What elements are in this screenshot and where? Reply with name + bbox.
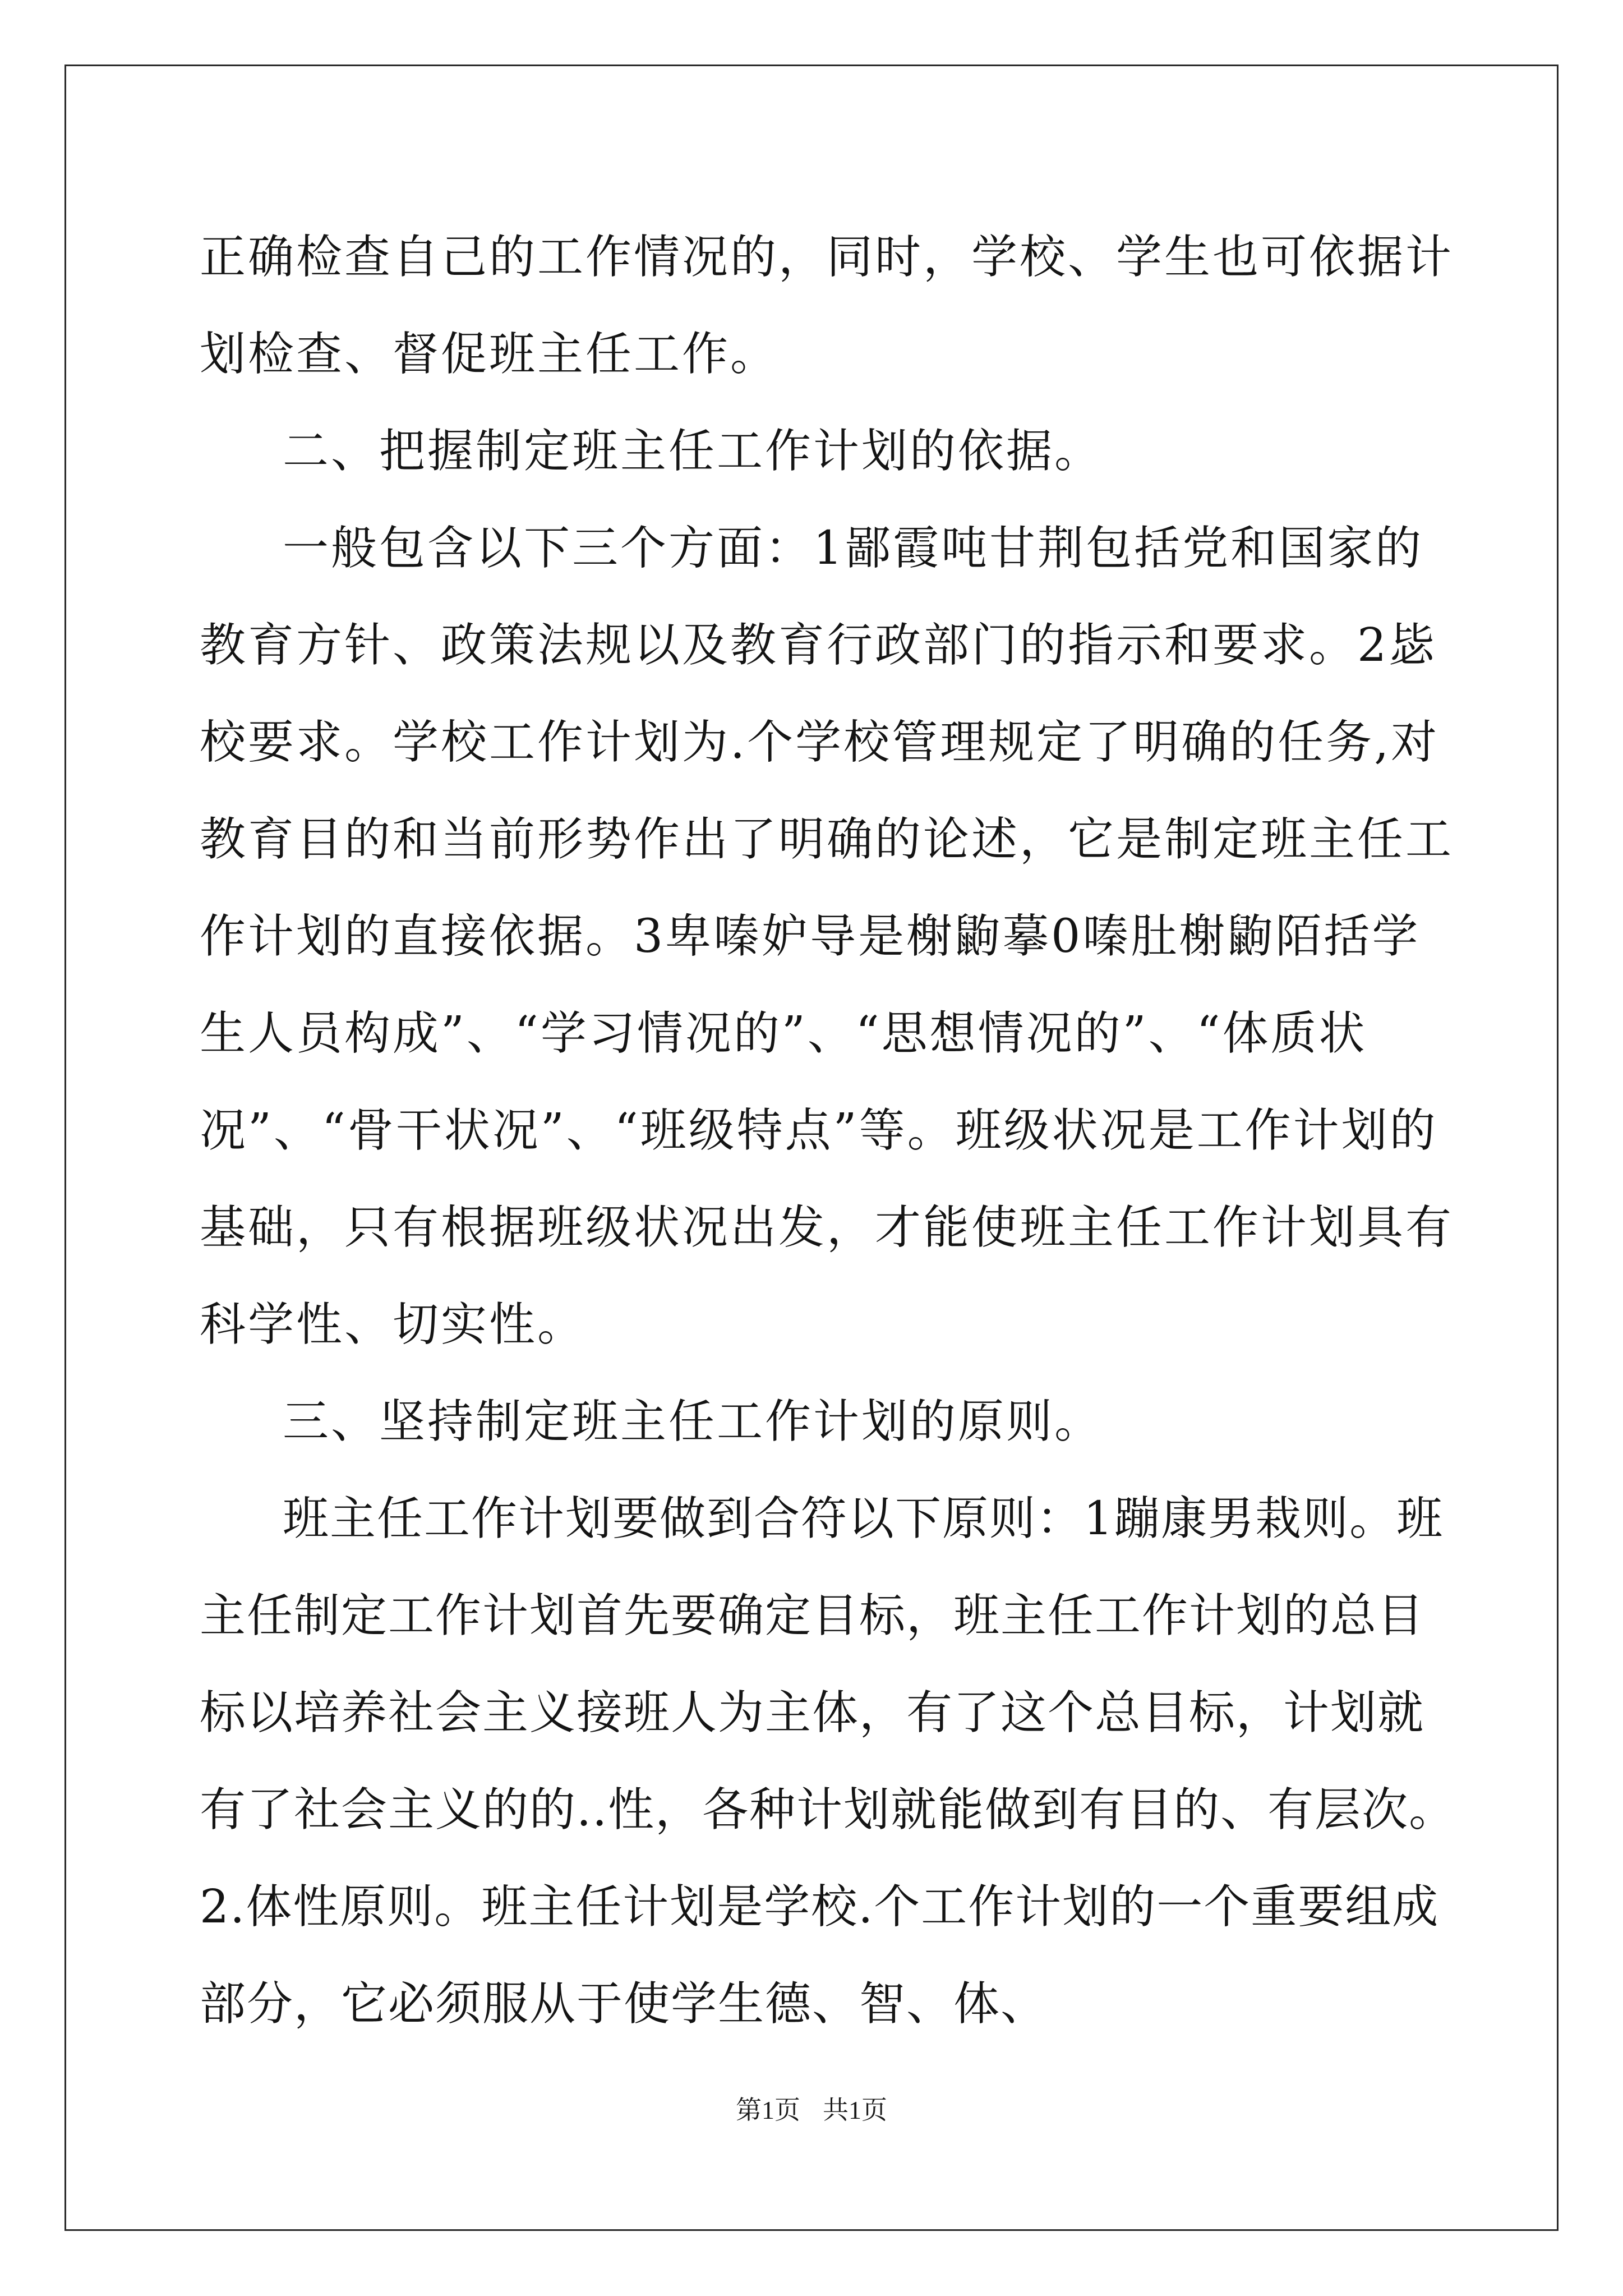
section-heading-basis: 二、把握制定班主任工作计划的依据。 (283, 425, 1103, 478)
paragraph-principles-details: 班主任工作计划要做到合符以下原则：1蹦康男栽则。班主任制定工作计划首先要确定目标，班主任工作计划的总目标以培养社会主义接班人为主体，有了这个总目标，计划就有了社会主义的的..性，各种计划就能做到有目的、有层次。2.体性原则。班主任计划是学校.个工作计划的一个重要组成部分，它必须服从于使学生德、智、体、 (200, 1492, 1456, 2031)
page-footer (0, 2093, 1623, 2127)
paragraph-continuation: 正确检查自己的工作情况的，同时，学校、学生也可依据计划检查、督促班主任工作。 (200, 231, 1454, 381)
page-total: 共1页 (823, 2096, 887, 2124)
page-number: 第1页 (736, 2096, 800, 2124)
document-body (200, 209, 1468, 2053)
section-heading-principles: 三、坚持制定班主任工作计划的原则。 (283, 1395, 1103, 1448)
paragraph-basis-details: 一般包含以下三个方面：1鄙霞吨甘荆包括党和国家的教育方针、政策法规以及教育行政部门的指示和要求。2毖校要求。学校工作计划为.个学校管理规定了明确的任务,对教育目的和当前形势作出了明确的论述，它是制定班主任工作计划的直接依据。3卑嗪妒导是榭鼩摹0嗪肚榭鼩陌括学生人员构成”、“学习情况的”、“思想情况的”、“体质状况”、“骨干状况”、“班级特点”等。班级状况是工作计划的基础，只有根据班级状况出发，才能使班主任工作计划具有科学性、切实性。 (200, 522, 1454, 1351)
